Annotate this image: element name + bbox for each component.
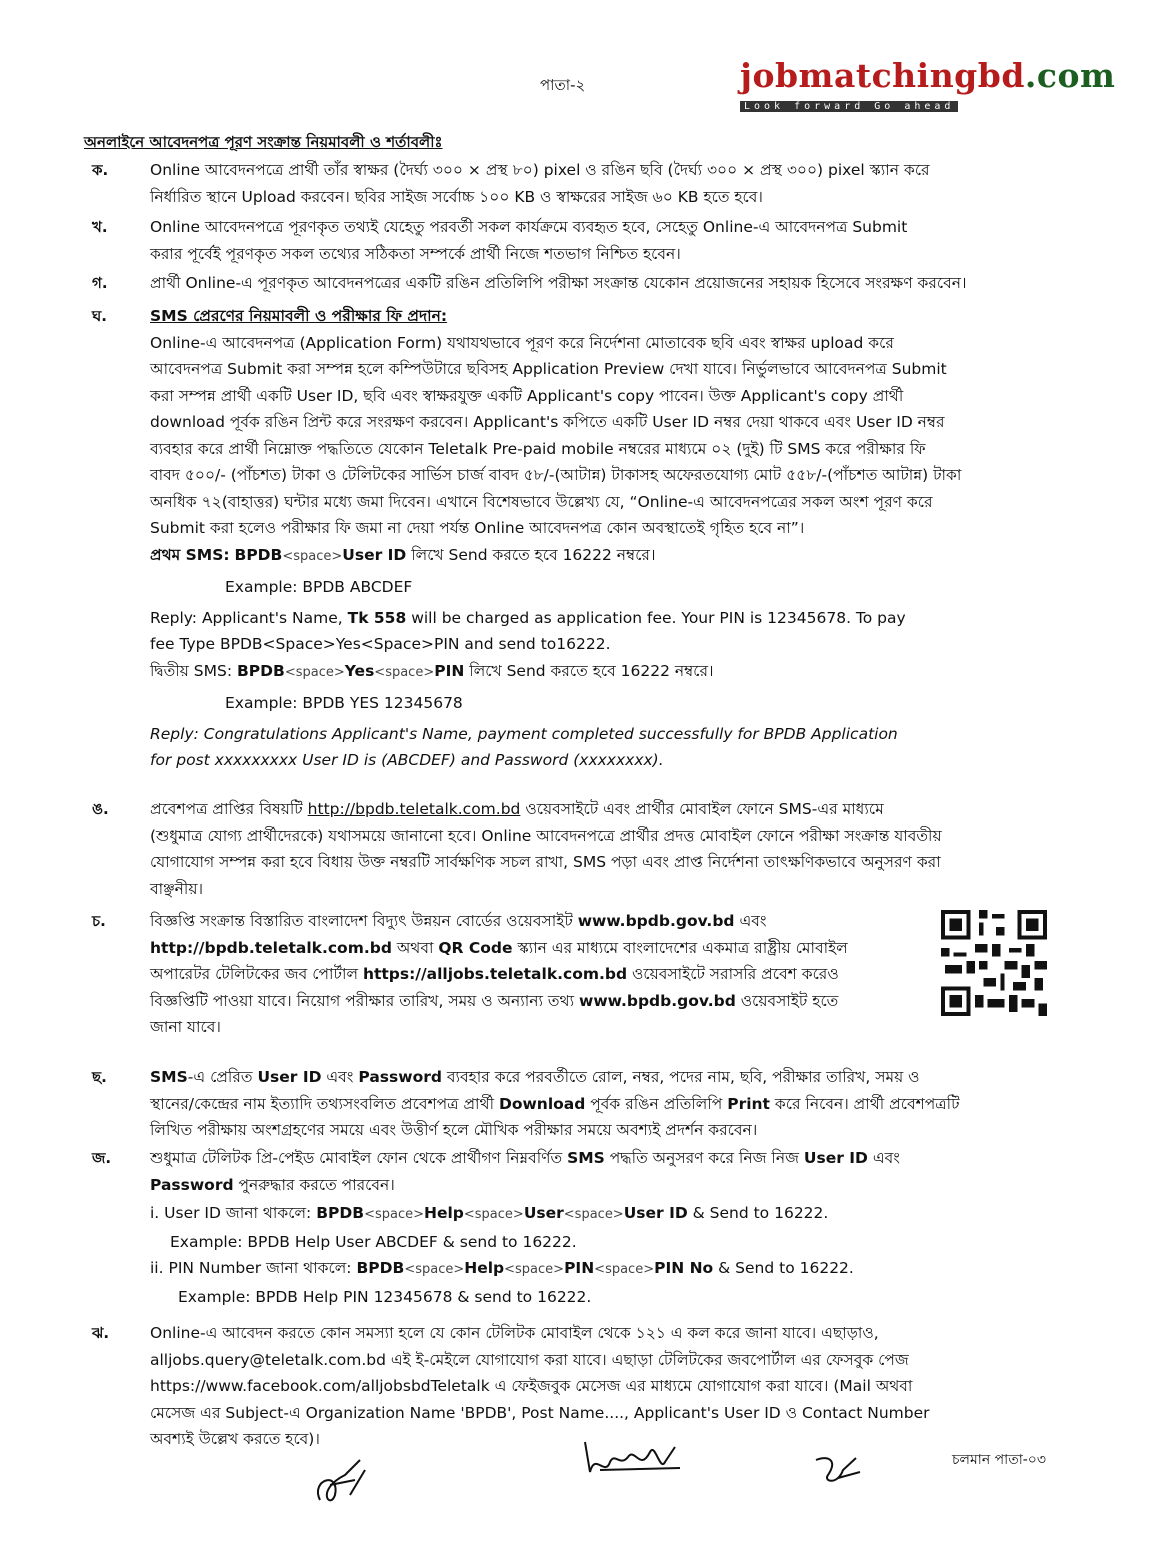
example-line: Example: BPDB Help PIN 12345678 & send to 16222. [178, 1287, 592, 1306]
text-line: https://www.facebook.com/alljobsbdTeletalk এ ফেইজবুক মেসেজ এর মাধ্যমে যোগাযোগ করা যাবে। (Mail অথবা [150, 1377, 913, 1395]
brand-tagline: Look forward Go ahead [740, 101, 958, 112]
item-marker: ক. [92, 161, 109, 179]
item-marker: খ. [92, 218, 108, 236]
second-sms-line: দ্বিতীয় SMS: BPDB<space>Yes<space>PIN লিখে Send করতে হবে 16222 নম্বরে। [150, 661, 714, 680]
text-line: alljobs.query@teletalk.com.bd এই ই-মেইলে যোগাযোগ করা যাবে। এছাড়া টেলিটকের জবপোর্টাল এর ফেসবুক পেজ [150, 1350, 909, 1369]
text-line: আবেদনপত্র Submit করা সম্পন্ন হলে কম্পিউটারে ছবিসহ Application Preview দেখা যাবে। নির্ভুলভাবে আবেদনপত্র Submit [150, 360, 947, 378]
text-line: Online-এ আবেদন করতে কোন সমস্যা হলে যে কোন টেলিটক মোবাইল থেকে ১২১ এ কল করে জানা যাবে। এছাড়াও, [150, 1324, 879, 1342]
item-marker: গ. [92, 274, 108, 292]
text-line: প্রার্থী Online-এ পূরণকৃত আবেদনপত্রের একটি রঙিন প্রতিলিপি পরীক্ষা সংক্রান্ত যেকোন প্রয়োজনের সহায়ক হিসেবে সংরক্ষণ করবেন। [150, 274, 967, 292]
item-marker: চ. [92, 912, 106, 930]
text-line: Online আবেদনপত্রে প্রার্থী তাঁর স্বাক্ষর (দৈর্ঘ্য ৩০০ × প্রস্থ ৮০) pixel ও রঙিন ছবি (দৈর্ঘ্য ৩০০ × প্রস্থ ৩০০) pixel স্ক্যান করে [150, 161, 930, 179]
text-line: অনধিক ৭২(বাহাত্তর) ঘন্টার মধ্যে জমা দিবেন। এখানে বিশেষভাবে উল্লেখ্য যে, “Online-এ আবেদনপত্রের সকল অংশ পূরণ করে [150, 492, 933, 511]
text-line: Online-এ আবেদনপত্র (Application Form) যথাযথভাবে পূরণ করে নির্দেশনা মোতাবেক ছবি এবং স্বাক্ষর upload করে [150, 333, 894, 352]
text-line: শুধুমাত্র টেলিটক প্রি-পেইড মোবাইল ফোন থেকে প্রার্থীগণ নিম্নবর্ণিত SMS পদ্ধতি অনুসরণ করে নিজ নিজ User ID এবং [150, 1149, 900, 1167]
text-line: বিজ্ঞপ্তিটি পাওয়া যাবে। নিয়োগ পরীক্ষার তারিখ, সময় ও অন্যান্য তথ্য www.bpdb.gov.bd ওয়েবসাইট হতে [150, 991, 839, 1010]
text-line: করার পূর্বেই পূরণকৃত সকল তথ্যের সঠিকতা সম্পর্কে প্রার্থী নিজে শতভাগ নিশ্চিত হবেন। [150, 244, 681, 263]
text-line: অবশ্যই উল্লেখ করতে হবে)। [150, 1430, 320, 1448]
sms-section-title: SMS প্রেরণের নিয়মাবলী ও পরীক্ষার ফি প্রদান: [150, 307, 448, 325]
bpdb-website-link[interactable]: www.bpdb.gov.bd [577, 912, 735, 930]
brand-watermark [740, 56, 1116, 113]
admit-card-link[interactable]: http://bpdb.teletalk.com.bd [307, 800, 521, 818]
item-marker: ঘ. [92, 307, 107, 325]
text-line: Online আবেদনপত্রে পূরণকৃত তথ্যই যেহেতু পরবর্তী সকল কার্যক্রমে ব্যবহৃত হবে, সেহেতু Online-এ আবেদনপত্র Submit [150, 218, 908, 236]
example-line: Example: BPDB YES 12345678 [225, 694, 463, 712]
reply-line: for post xxxxxxxxx User ID is (ABCDEF) and Password (xxxxxxxx). [150, 751, 664, 769]
text-line: বিজ্ঞপ্তি সংক্রান্ত বিস্তারিত বাংলাদেশ বিদ্যুৎ উন্নয়ন বোর্ডের ওয়েবসাইট www.bpdb.gov.bd এবং [150, 912, 767, 930]
text-line: নির্ধারিত স্থানে Upload করবেন। ছবির সাইজ সর্বোচ্চ ১০০ KB ও স্বাক্ষরের সাইজ ৬০ KB হতে হবে। [150, 187, 763, 206]
text-line: Submit করা হলেও পরীক্ষার ফি জমা না দেয়া পর্যন্ত Online আবেদনপত্র কোন অবস্থাতেই গৃহিত হবে না”। [150, 519, 805, 537]
text-line: Password পুনরুদ্ধার করতে পারবেন। [150, 1175, 395, 1194]
alljobs-link[interactable]: https://alljobs.teletalk.com.bd [362, 965, 628, 983]
text-line: প্রবেশপত্র প্রাপ্তির বিষয়টি http://bpdb.teletalk.com.bd ওয়েবসাইটে এবং প্রার্থীর মোবাইল ফোনে SMS-এর মাধ্যমে [150, 800, 884, 818]
continued-page-note: চলমান পাতা-০৩ [952, 1452, 1047, 1468]
item-marker: জ. [92, 1149, 112, 1167]
text-line: বাবদ ৫০০/- (পাঁচশত) টাকা ও টেলিটকের সার্ভিস চার্জ বাবদ ৫৮/-(আটান্ন) টাকাসহ অফেরতযোগ্য মোট ৫৫৮/-(পাঁচশত আটান্ন) টাকা [150, 466, 962, 484]
reply-line: Reply: Congratulations Applicant's Name, payment completed successfully for BPDB Application [150, 724, 898, 743]
reply-line: fee Type BPDB<Space>Yes<Space>PIN and send to16222. [150, 635, 611, 653]
item-marker: ঝ. [92, 1324, 110, 1342]
text-line: করা সম্পন্ন প্রার্থী একটি User ID, ছবি এবং স্বাক্ষরযুক্ত একটি Applicant's copy পাবেন। উক্ত Applicant's copy প্রার্থী [150, 386, 904, 405]
text-line: SMS-এ প্রেরিত User ID এবং Password ব্যবহার করে পরবর্তীতে রোল, নম্বর, পদের নাম, ছবি, পরীক্ষার তারিখ, সময় ও [150, 1068, 920, 1086]
item-marker: ছ. [92, 1068, 107, 1086]
text-line: লিখিত পরীক্ষায় অংশগ্রহণের সময়ে এবং উত্তীর্ণ হলে মৌখিক পরীক্ষার সময়ে অবশ্যই প্রদর্শন করবেন। [150, 1121, 758, 1139]
text-line: স্থানের/কেন্দ্রের নাম ইত্যাদি তথ্যসংবলিত প্রবেশপত্র প্রার্থী Download পূর্বক রঙিন প্রতিলিপি Print করে নিবেন। প্রার্থী প্রবেশপত্রটি [150, 1094, 960, 1113]
signature-right [808, 1450, 868, 1490]
text-line: বাঞ্ছনীয়। [150, 879, 203, 898]
text-line: যোগাযোগ সম্পন্ন করা হবে বিধায় উক্ত নম্বরটি সার্বক্ষণিক সচল রাখা, SMS পড়া এবং প্রাপ্ত নির্দেশনা তাৎক্ষণিকভাবে অনুসরণ করা [150, 853, 941, 871]
text-line: অপারেটর টেলিটকের জব পোর্টাল https://alljobs.teletalk.com.bd ওয়েবসাইটে সরাসরি প্রবেশ করেও [150, 965, 839, 983]
text-line: মেসেজ এর Subject-এ Organization Name 'BPDB', Post Name...., Applicant's User ID ও Contact Number [150, 1403, 930, 1422]
text-line: http://bpdb.teletalk.com.bd অথবা QR Code স্ক্যান এর মাধ্যমে বাংলাদেশের একমাত্র রাষ্ট্রীয় মোবাইল [150, 938, 848, 957]
teletalk-link[interactable]: http://bpdb.teletalk.com.bd [150, 938, 392, 957]
example-line: Example: BPDB ABCDEF [225, 578, 413, 596]
bpdb-website-link[interactable]: www.bpdb.gov.bd [579, 991, 736, 1010]
first-sms-line: প্রথম SMS: BPDB<space>User ID লিখে Send করতে হবে 16222 নম্বরে। [150, 545, 656, 564]
text-line: ব্যবহার করে প্রার্থী নিম্নোক্ত পদ্ধতিতে যেকোন Teletalk Pre-paid mobile নম্বরের মাধ্যমে ০২ (দুই) টি SMS করে পরীক্ষার ফি [150, 439, 926, 458]
signature-left [300, 1450, 380, 1510]
reply-line: Reply: Applicant's Name, Tk 558 will be charged as application fee. Your PIN is 12345678. To pay [150, 608, 906, 627]
text-line: download পূর্বক রঙিন প্রিন্ট করে সংরক্ষণ করবেন। Applicant's কপিতে একটি User ID নম্বর দেয়া থাকবে এবং User ID নম্বর [150, 413, 945, 431]
recovery-option-pin: ii. PIN Number জানা থাকলে: BPDB<space>Help<space>PIN<space>PIN No & Send to 16222. [150, 1259, 854, 1277]
signature-center [580, 1432, 690, 1482]
example-line: Example: BPDB Help User ABCDEF & send to 16222. [170, 1232, 577, 1251]
text-line: জানা যাবে। [150, 1018, 221, 1036]
page-heading: অনলাইনে আবেদনপত্র পূরণ সংক্রান্ত নিয়মাবলী ও শর্তাবলীঃ [84, 133, 443, 151]
qr-code-icon [940, 910, 1048, 1016]
brand-name: jobmatchingbd.com [740, 56, 1116, 95]
page-number: পাতা-২ [540, 76, 586, 94]
text-line: (শুধুমাত্র যোগ্য প্রার্থীদেরকে) যথাসময়ে জানানো হবে। Online আবেদনপত্রে প্রার্থীর প্রদত্ত মোবাইল ফোনে পরীক্ষা সংক্রান্ত যাবতীয় [150, 826, 942, 845]
recovery-option-userid: i. User ID জানা থাকলে: BPDB<space>Help<space>User<space>User ID & Send to 16222. [150, 1204, 829, 1222]
item-marker: ঙ. [92, 800, 109, 818]
